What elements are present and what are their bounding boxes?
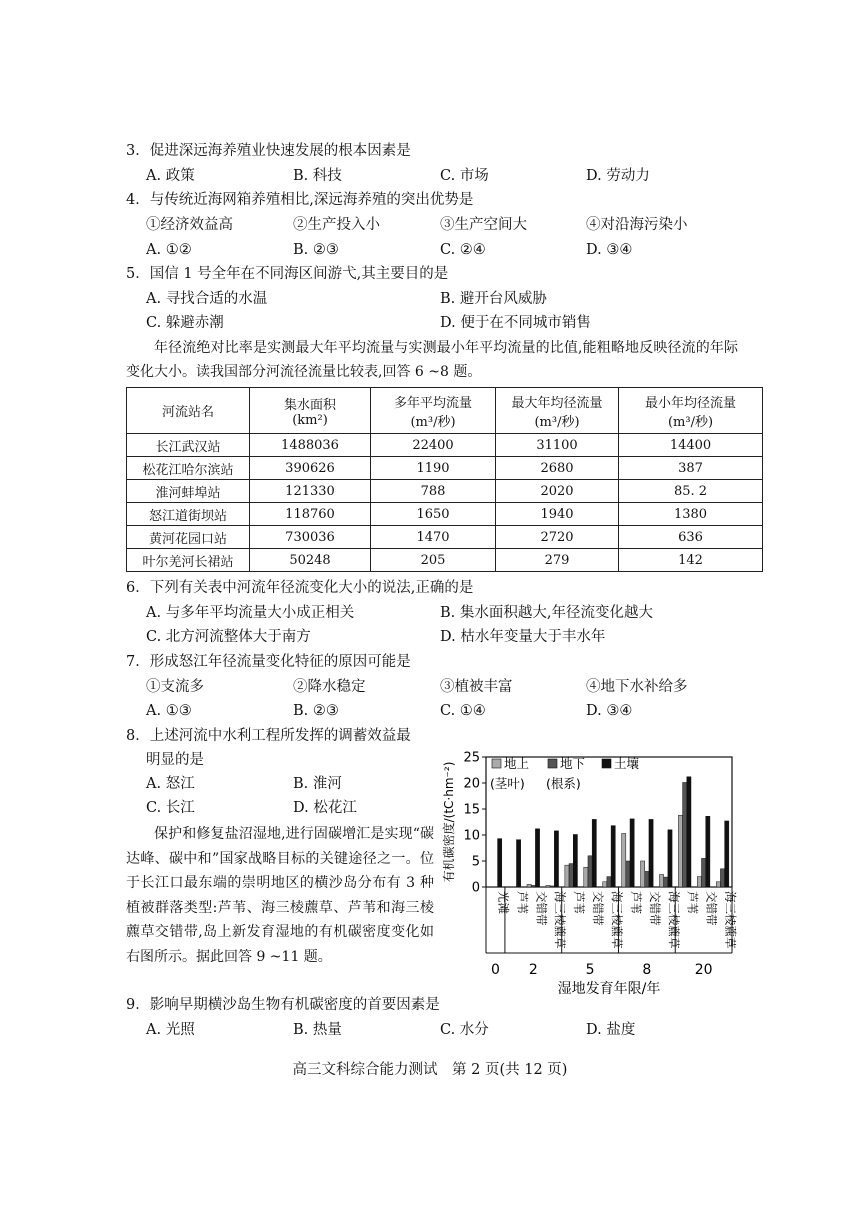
bar-soil	[630, 819, 634, 887]
legend-sublabel: (根系)	[546, 776, 581, 791]
q4-stem: 4．与传统近海网箱养殖相比,深远海养殖的突出优势是	[126, 192, 474, 208]
table-cell-value: 1470	[371, 526, 496, 549]
table-cell-value: 730036	[250, 526, 371, 549]
bar-belowground	[626, 861, 630, 887]
q4-statement-1: ①经济效益高	[146, 217, 233, 233]
header-text: 最大年均径流量	[511, 395, 603, 411]
table-header-area	[250, 388, 371, 434]
table-row	[127, 503, 763, 526]
legend-label: 地下	[560, 756, 586, 771]
table-cell-value: 14400	[619, 434, 763, 457]
table-cell-value: 279	[496, 549, 619, 572]
legend-swatch	[602, 759, 611, 768]
category-label: 海三棱藨草	[723, 891, 738, 949]
bar-belowground	[569, 864, 573, 887]
table-header-mean-flow	[371, 388, 496, 434]
bar-belowground	[645, 871, 649, 887]
bar-soil	[725, 821, 729, 887]
q7-statement-4: ④地下水补给多	[586, 679, 688, 695]
table-cell-value: 142	[619, 549, 763, 572]
q8-option-b: B. 淮河	[293, 776, 342, 792]
q5-option-d: D. 便于在不同城市销售	[440, 315, 591, 331]
header-unit: (m³/秒)	[534, 414, 580, 430]
bar-belowground	[550, 886, 554, 887]
q4-option-a: A. ①②	[146, 242, 192, 258]
table-cell-value: 1380	[619, 503, 763, 526]
q6-stem: 6．下列有关表中河流年径流变化大小的说法,正确的是	[126, 580, 474, 596]
header-unit: (m³/秒)	[667, 414, 714, 430]
legend-sublabel: (茎叶)	[490, 776, 525, 791]
table-cell-station: 淮河蚌埠站	[127, 480, 250, 503]
table-cell-value: 205	[371, 549, 496, 572]
intro-paragraph-wetland: 保护和修复盐沼湿地,进行固碳增汇是实现“碳达峰、碳中和”国家战略目标的关键途径之一。位于长江口最东端的崇明地区的横沙岛分布有 3 种植被群落类型:芦苇、海三棱藨草、芦苇和海三棱藨草交错带,岛上新发育湿地的有机碳密度变化如右图所示。据此回答 9 ~11 题。	[126, 826, 434, 965]
table-header-min-flow	[619, 388, 763, 434]
q5-option-c: C. 躲避赤潮	[146, 315, 224, 331]
q7-statement-3: ③植被丰富	[440, 679, 513, 695]
x-axis-label: 湿地发育年限/年	[557, 981, 661, 997]
y-tick-label: 0	[471, 880, 480, 896]
q5-stem: 5．国信 1 号全年在不同海区间游弋,其主要目的是	[126, 266, 449, 282]
q3-stem: 3．促进深远海养殖业快速发展的根本因素是	[126, 143, 411, 159]
bar-belowground	[664, 877, 668, 887]
category-label: 芦苇	[628, 891, 643, 914]
y-axis-label: 有机碳密度/(tC·hm⁻²)	[442, 761, 456, 883]
q8-option-a: A. 怒江	[146, 776, 195, 792]
header-unit: (m³/秒)	[410, 414, 456, 430]
q5-option-b: B. 避开台风威胁	[440, 291, 547, 307]
table-cell-value: 2020	[496, 480, 619, 503]
group-year-label: 5	[585, 962, 595, 978]
bar-aboveground	[584, 867, 588, 887]
group-year-label: 8	[642, 962, 652, 978]
q9-stem: 9．影响早期横沙岛生物有机碳密度的首要因素是	[126, 997, 440, 1013]
legend-label: 土壤	[614, 756, 640, 771]
bar-aboveground	[716, 882, 720, 887]
category-label: 海三棱藨草	[610, 891, 624, 949]
y-tick-label: 5	[471, 854, 480, 870]
q9-option-b: B. 热量	[293, 1022, 342, 1038]
carbon-density-chart	[438, 746, 736, 996]
legend-label: 地上	[504, 756, 530, 771]
category-label: 海三棱藨草	[553, 891, 568, 949]
page-footer: 高三文科综合能力测试 第 2 页(共 12 页)	[292, 1062, 568, 1078]
q4-option-c: C. ②④	[440, 242, 486, 258]
table-header-max-flow	[496, 388, 619, 434]
table-row	[127, 549, 763, 572]
bar-aboveground	[659, 875, 663, 887]
bar-aboveground	[678, 815, 682, 887]
table-cell-value: 2720	[496, 526, 619, 549]
table-cell-value: 636	[619, 526, 763, 549]
q5-option-a: A. 寻找合适的水温	[146, 291, 268, 307]
bar-aboveground	[546, 885, 550, 887]
q3-option-b: B. 科技	[293, 168, 342, 184]
bar-soil	[592, 819, 596, 887]
bar-soil	[498, 839, 502, 887]
bar-aboveground	[603, 882, 607, 887]
table-cell-value: 788	[371, 480, 496, 503]
y-tick-label: 10	[463, 828, 480, 844]
group-year-label: 2	[528, 962, 538, 978]
bar-aboveground	[697, 877, 701, 887]
q4-option-b: B. ②③	[293, 242, 339, 258]
bar-soil	[535, 829, 539, 887]
bar-soil	[706, 816, 710, 887]
bar-soil	[611, 826, 615, 887]
table-cell-value: 31100	[496, 434, 619, 457]
table-cell-value: 1488036	[250, 434, 371, 457]
category-label: 交错带	[534, 891, 549, 926]
q3-option-a: A. 政策	[146, 168, 195, 184]
q8-option-d: D. 松花江	[293, 800, 357, 816]
q7-option-d: D. ③④	[586, 703, 633, 719]
category-label: 交错带	[704, 891, 719, 926]
bar-belowground	[702, 858, 706, 887]
q7-statement-2: ②降水稳定	[293, 679, 366, 695]
bar-soil	[649, 819, 653, 887]
bar-aboveground	[641, 861, 645, 887]
table-row	[127, 434, 763, 457]
table-cell-station: 长江武汉站	[127, 434, 250, 457]
q7-option-b: B. ②③	[293, 703, 339, 719]
table-cell-station: 黄河花园口站	[127, 526, 250, 549]
q7-stem: 7．形成怒江年径流量变化特征的原因可能是	[126, 654, 411, 670]
q9-option-d: D. 盐度	[586, 1022, 636, 1038]
category-label: 芦苇	[515, 891, 530, 914]
y-tick-label: 15	[463, 802, 480, 818]
table-cell-value: 50248	[250, 549, 371, 572]
q4-option-d: D. ③④	[586, 242, 633, 258]
table-header-station	[127, 388, 250, 434]
bar-soil	[516, 840, 520, 887]
table-header-row	[127, 388, 763, 434]
category-label: 芦苇	[572, 891, 587, 914]
q6-option-c: C. 北方河流整体大于南方	[146, 629, 311, 645]
q9-option-c: C. 水分	[440, 1022, 489, 1038]
bar-belowground	[588, 856, 592, 887]
group-year-label: 0	[491, 962, 500, 978]
table-cell-value: 118760	[250, 503, 371, 526]
table-cell-value: 1190	[371, 457, 496, 480]
header-text: 河流站名	[161, 405, 214, 420]
q3-option-d: D. 劳动力	[586, 168, 650, 184]
q7-option-a: A. ①③	[146, 703, 192, 719]
q3-option-c: C. 市场	[440, 168, 489, 184]
q8-option-c: C. 长江	[146, 800, 195, 816]
table-cell-value: 121330	[250, 480, 371, 503]
table-cell-station: 松花江哈尔滨站	[127, 457, 250, 480]
legend-swatch	[492, 759, 501, 768]
q8-stem-line2: 明显的是	[146, 752, 204, 768]
bar-belowground	[720, 869, 724, 887]
table-cell-value: 390626	[250, 457, 371, 480]
q6-option-a: A. 与多年平均流量大小成正相关	[146, 605, 355, 621]
bar-belowground	[683, 782, 687, 887]
table-cell-station: 叶尔羌河长裙站	[127, 549, 250, 572]
bar-aboveground	[622, 833, 626, 887]
table-cell-value: 1940	[496, 503, 619, 526]
header-unit: (km²)	[292, 412, 328, 428]
category-label: 海三棱藨草	[666, 891, 681, 949]
q4-statement-2: ②生产投入小	[293, 217, 380, 233]
table-row	[127, 526, 763, 549]
bar-aboveground	[527, 884, 531, 887]
table-row	[127, 480, 763, 503]
category-label: 芦苇	[685, 891, 700, 914]
q9-option-a: A. 光照	[146, 1022, 195, 1038]
q4-statement-3: ③生产空间大	[440, 217, 527, 233]
bar-soil	[554, 831, 558, 887]
q6-option-b: B. 集水面积越大,年径流变化越大	[440, 605, 653, 621]
table-row	[127, 457, 763, 480]
table-cell-value: 22400	[371, 434, 496, 457]
q7-option-c: C. ①④	[440, 703, 486, 719]
table-cell-value: 2680	[496, 457, 619, 480]
header-text: 集水面积	[283, 397, 336, 413]
table-cell-value: 85. 2	[619, 480, 763, 503]
bar-belowground	[607, 877, 611, 887]
y-tick-label: 25	[463, 750, 480, 766]
category-label: 光滩	[496, 891, 511, 914]
table-cell-value: 387	[619, 457, 763, 480]
q7-statement-1: ①支流多	[146, 679, 204, 695]
q6-option-d: D. 枯水年变量大于丰水年	[440, 629, 606, 645]
table-cell-station: 怒江道街坝站	[127, 503, 250, 526]
q4-statement-4: ④对沿海污染小	[586, 217, 688, 233]
header-text: 最小年均径流量	[644, 395, 736, 411]
header-text: 多年平均流量	[393, 395, 472, 411]
bar-aboveground	[565, 865, 569, 887]
q8-stem-line1: 8．上述河流中水利工程所发挥的调蓄效益最	[126, 728, 411, 744]
group-year-label: 20	[694, 962, 713, 978]
legend-swatch	[548, 759, 557, 768]
bar-soil	[668, 830, 672, 887]
y-tick-label: 20	[463, 776, 480, 792]
category-label: 交错带	[591, 891, 606, 926]
bar-soil	[573, 834, 577, 887]
runoff-table	[126, 387, 763, 572]
bar-belowground	[531, 885, 535, 887]
intro-paragraph-runoff: 年径流绝对比率是实测最大年平均流量与实测最小年平均流量的比值,能粗略地反映径流的年际变化大小。读我国部分河流径流量比较表,回答 6 ~8 题。	[126, 340, 738, 380]
table-cell-value: 1650	[371, 503, 496, 526]
bar-soil	[687, 777, 691, 887]
category-label: 交错带	[647, 891, 662, 926]
